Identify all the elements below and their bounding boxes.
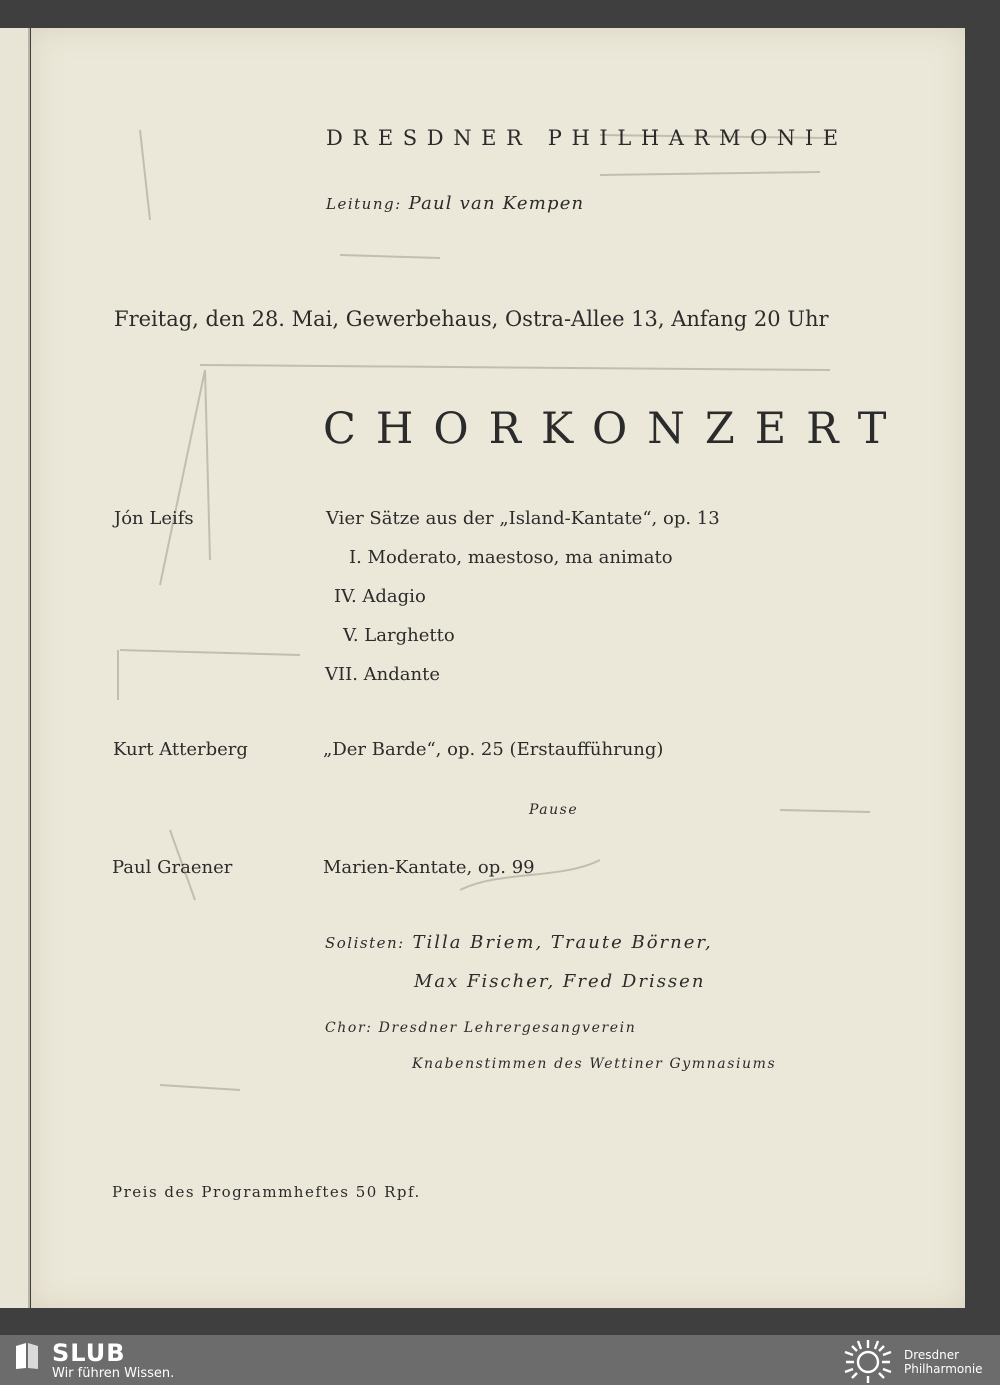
- conductor-name: Paul van Kempen: [408, 193, 585, 214]
- date-venue-line: Freitag, den 28. Mai, Gewerbehaus, Ostra-Allee 13, Anfang 20 Uhr: [114, 307, 829, 331]
- work-atterberg: „Der Barde“, op. 25 (Erstaufführung): [323, 739, 664, 760]
- philharmonie-logo-text[interactable]: [904, 1348, 983, 1376]
- orchestra-name: DRESDNER PHILHARMONIE: [326, 126, 848, 150]
- concert-title: CHORKONZERT: [323, 404, 907, 454]
- choir-label: Chor:: [325, 1020, 373, 1036]
- movement-7: VII. Andante: [325, 664, 440, 685]
- facing-page-edge: [0, 28, 30, 1308]
- pause-label: Pause: [529, 802, 579, 818]
- partner-name-2: Philharmonie: [904, 1362, 983, 1376]
- price-note: Preis des Programmheftes 50 Rpf.: [112, 1183, 421, 1201]
- soloists-names-1: Tilla Briem, Traute Börner,: [412, 932, 713, 953]
- movement-4: IV. Adagio: [334, 586, 426, 607]
- movement-1: I. Moderato, maestoso, ma animato: [349, 547, 673, 568]
- composer-leifs: Jón Leifs: [114, 508, 194, 529]
- philharmonie-sun-icon[interactable]: [840, 1336, 896, 1384]
- work-leifs: Vier Sätze aus der „Island-Kantate“, op. 13: [326, 508, 720, 529]
- choir-line-1: [325, 1020, 636, 1036]
- slub-book-icon[interactable]: [14, 1342, 40, 1370]
- slub-tagline: Wir führen Wissen.: [52, 1366, 175, 1381]
- conductor-line: [326, 193, 584, 214]
- conductor-label: Leitung:: [326, 195, 402, 213]
- choir-name-1: Dresdner Lehrergesangverein: [378, 1020, 637, 1036]
- slub-logo-text[interactable]: SLUB: [52, 1339, 126, 1367]
- program-page: [31, 28, 965, 1308]
- movement-5: V. Larghetto: [343, 625, 455, 646]
- composer-graener: Paul Graener: [112, 857, 233, 878]
- composer-atterberg: Kurt Atterberg: [113, 739, 248, 760]
- soloists-line-2: Max Fischer, Fred Drissen: [414, 971, 706, 992]
- choir-line-2: Knabenstimmen des Wettiner Gymnasiums: [412, 1056, 777, 1072]
- work-graener: Marien-Kantate, op. 99: [323, 857, 535, 878]
- soloists-label: Solisten:: [325, 934, 405, 952]
- partner-name-1: Dresdner: [904, 1348, 960, 1362]
- soloists-line-1: [325, 932, 713, 953]
